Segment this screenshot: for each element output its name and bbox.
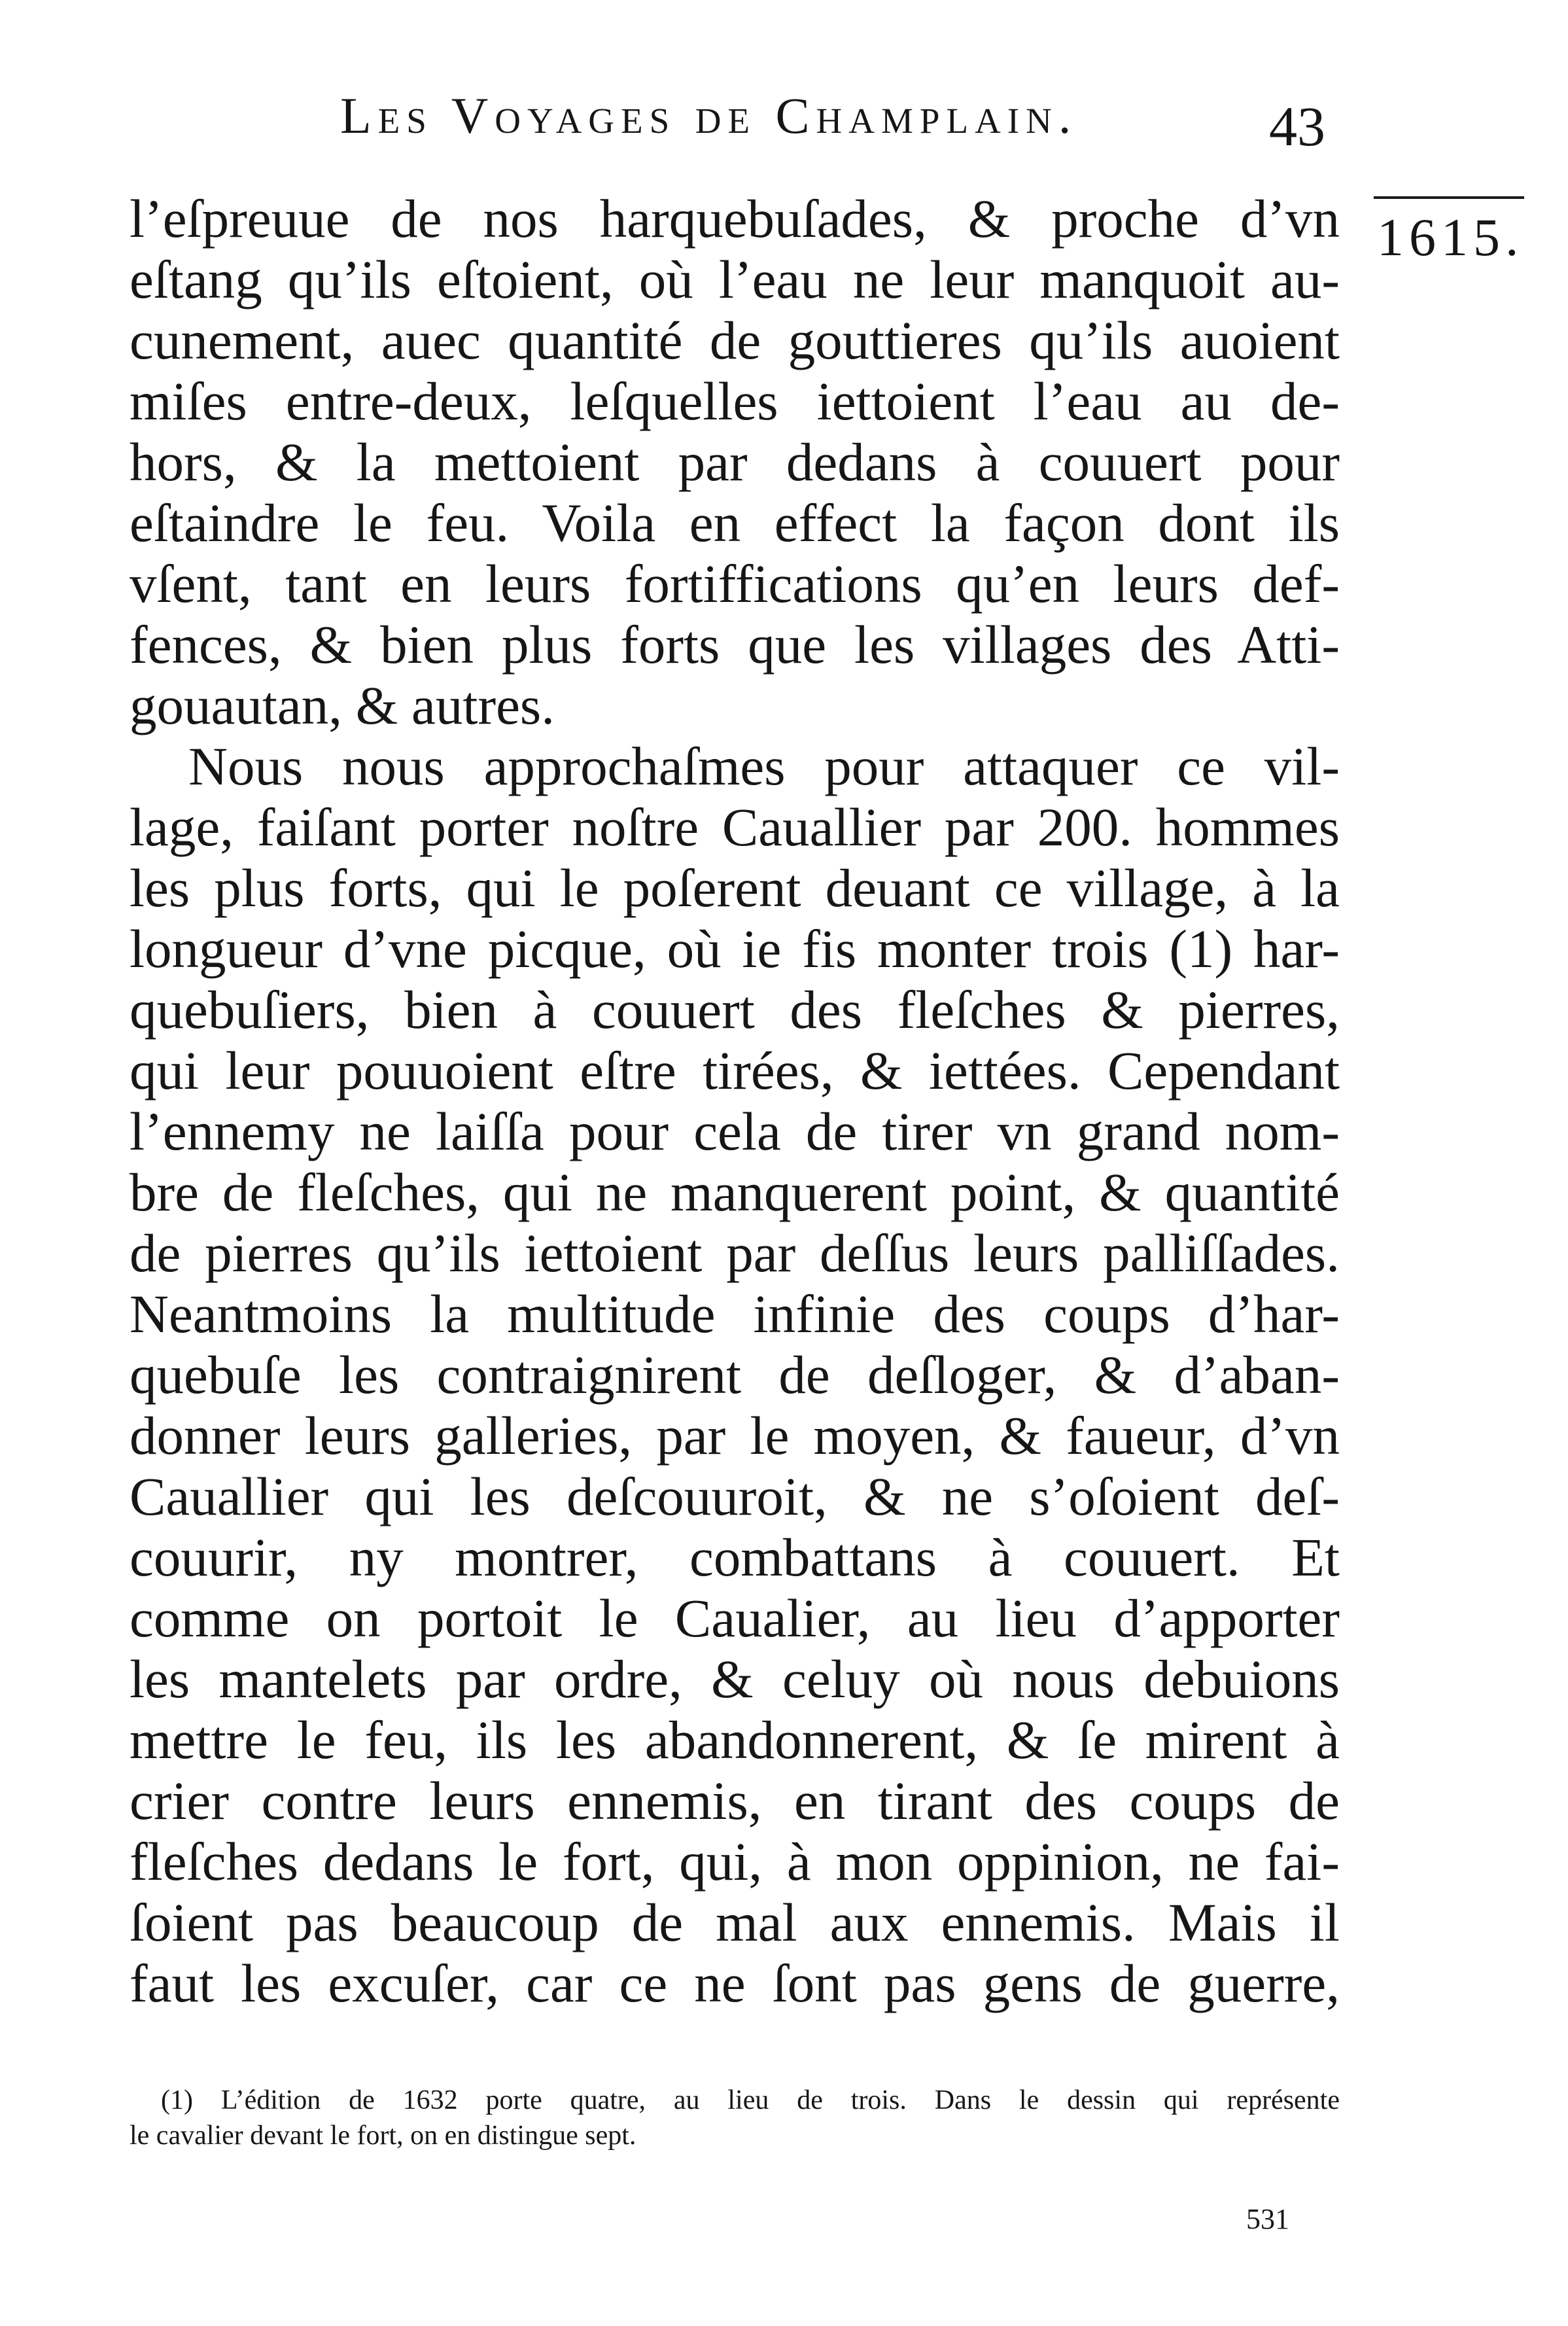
page-number: 43 bbox=[1269, 95, 1325, 158]
text-line: comme on portoit le Caualier, au lieu d’apporter bbox=[130, 1588, 1340, 1648]
text-line: qui leur pouuoient eſtre tirées, & iettées. Cependant bbox=[130, 1040, 1340, 1101]
text-line: quebuſiers, bien à couuert des fleſches & pierres, bbox=[130, 979, 1340, 1040]
text-line: Nous nous approchaſmes pour attaquer ce vil- bbox=[188, 736, 1340, 796]
text-line: gouautan, & autres. bbox=[130, 675, 555, 735]
footnote bbox=[130, 2083, 1340, 2153]
footnote-line: (1) L’édition de 1632 porte quatre, au lieu de trois. Dans le dessin qui représente bbox=[161, 2085, 1340, 2115]
text-line: faut les excuſer, car ce ne ſont pas gens de guerre, bbox=[130, 1953, 1340, 2013]
text-line: bre de fleſches, qui ne manquerent point, & quantité bbox=[130, 1162, 1340, 1222]
margin-year: 1615. bbox=[1377, 207, 1524, 267]
text-line: de pierres qu’ils iettoient par deſſus leurs palliſſades. bbox=[130, 1223, 1340, 1283]
text-line: eſtaindre le feu. Voila en effect la façon dont ils bbox=[130, 493, 1340, 553]
text-line: miſes entre-deux, leſquelles iettoient l’eau au de- bbox=[130, 371, 1340, 431]
text-line: vſent, tant en leurs fortiffications qu’en leurs def- bbox=[130, 554, 1340, 614]
text-line: eſtang qu’ils eſtoient, où l’eau ne leur manquoit au- bbox=[130, 249, 1340, 309]
margin-rule bbox=[1374, 196, 1524, 199]
text-line: les plus forts, qui le poſerent deuant ce village, à la bbox=[130, 858, 1340, 918]
text-line: donner leurs galleries, par le moyen, & faueur, d’vn bbox=[130, 1405, 1340, 1466]
text-line: mettre le feu, ils les abandonnerent, & ſe mirent à bbox=[130, 1710, 1340, 1770]
text-line: Cauallier qui les deſcouuroit, & ne s’oſoient deſ- bbox=[130, 1466, 1340, 1526]
text-line: l’eſpreuue de nos harquebuſades, & proche d’vn bbox=[130, 188, 1340, 249]
text-line: les mantelets par ordre, & celuy où nous debuions bbox=[130, 1649, 1340, 1709]
text-line: crier contre leurs ennemis, en tirant des coups de bbox=[130, 1771, 1340, 1831]
text-line: cunement, auec quantité de gouttieres qu’ils auoient bbox=[130, 310, 1340, 370]
text-line: ſoient pas beaucoup de mal aux ennemis. Mais il bbox=[130, 1892, 1340, 1952]
running-title: Les Voyages de Champlain. bbox=[340, 87, 1078, 144]
text-line: hors, & la mettoient par dedans à couuert pour bbox=[130, 432, 1340, 492]
text-line: Neantmoins la multitude infinie des coups d’har- bbox=[130, 1284, 1340, 1344]
text-line: fleſches dedans le fort, qui, à mon oppinion, ne fai- bbox=[130, 1831, 1340, 1892]
text-line: fences, & bien plus forts que les villages des Atti- bbox=[130, 614, 1340, 675]
text-line: l’ennemy ne laiſſa pour cela de tirer vn grand nom- bbox=[130, 1101, 1340, 1161]
footnote-line: le cavalier devant le fort, on en distingue sept. bbox=[130, 2121, 636, 2151]
text-line: couurir, ny montrer, combattans à couuert. Et bbox=[130, 1527, 1340, 1587]
text-line: lage, faiſant porter noſtre Cauallier par 200. hommes bbox=[130, 797, 1340, 857]
text-line: quebuſe les contraignirent de deſloger, & d’aban- bbox=[130, 1345, 1340, 1405]
signature-mark: 531 bbox=[1246, 2203, 1289, 2235]
text-line: longueur d’vne picque, où ie fis monter trois (1) har- bbox=[130, 919, 1340, 979]
body-text bbox=[130, 188, 1340, 2014]
